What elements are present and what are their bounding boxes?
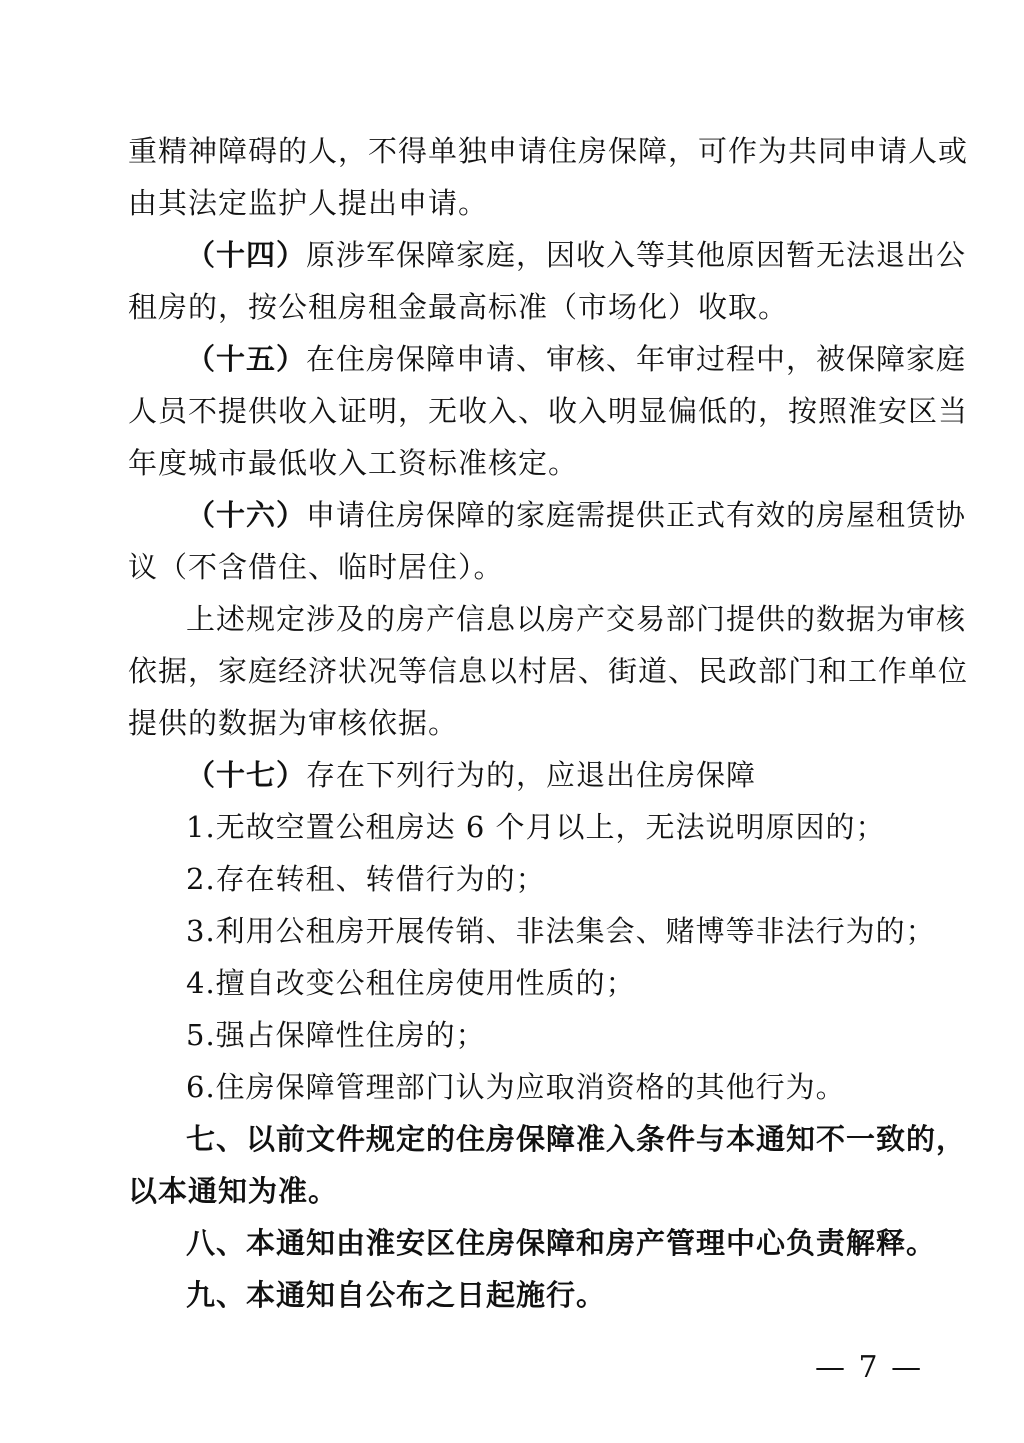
section-8: 八、本通知由淮安区住房保障和房产管理中心负责解释。 bbox=[186, 1226, 937, 1260]
item-14-text: 原涉军保障家庭，因收入等其他原因暂无法退出公 bbox=[306, 238, 967, 272]
basis-line-2: 依据，家庭经济状况等信息以村居、街道、民政部门和工作单位 bbox=[128, 654, 969, 688]
item-14-line-1 bbox=[186, 235, 967, 275]
item-15-tag: （十五） bbox=[186, 342, 307, 376]
section-7-line-1: 七、以前文件规定的住房保障准入条件与本通知不一致的， bbox=[186, 1122, 967, 1156]
item-16-tag: （十六） bbox=[186, 498, 307, 532]
item-17-subitem-2: 2.存在转租、转借行为的； bbox=[186, 862, 546, 896]
item-14-tag: （十四） bbox=[186, 238, 307, 272]
item-17-subitem-1: 1.无故空置公租房达 6 个月以上，无法说明原因的； bbox=[186, 810, 886, 844]
item-15-line-1 bbox=[186, 339, 967, 379]
basis-line-3: 提供的数据为审核依据。 bbox=[128, 706, 459, 740]
item-17-subitem-5: 5.强占保障性住房的； bbox=[186, 1018, 486, 1052]
item-17-text: 存在下列行为的，应退出住房保障 bbox=[306, 758, 757, 792]
item-15-text: 在住房保障申请、审核、年审过程中，被保障家庭 bbox=[306, 342, 967, 376]
item-17-tag: （十七） bbox=[186, 758, 307, 792]
item-16-text: 申请住房保障的家庭需提供正式有效的房屋租赁协 bbox=[306, 498, 967, 532]
item-16-line-1 bbox=[186, 495, 967, 535]
section-7-line-2: 以本通知为准。 bbox=[128, 1174, 339, 1208]
section-9: 九、本通知自公布之日起施行。 bbox=[186, 1278, 607, 1312]
item-15-line-3: 年度城市最低收入工资标准核定。 bbox=[128, 446, 579, 480]
basis-line-1: 上述规定涉及的房产信息以房产交易部门提供的数据为审核 bbox=[186, 602, 967, 636]
paragraph-13-continued-line-1: 重精神障碍的人，不得单独申请住房保障，可作为共同申请人或 bbox=[128, 134, 969, 168]
item-14-line-2: 租房的，按公租房租金最高标准（市场化）收取。 bbox=[128, 290, 789, 324]
item-17-line-1 bbox=[186, 755, 900, 795]
item-17-subitem-4: 4.擅自改变公租住房使用性质的； bbox=[186, 966, 636, 1000]
paragraph-13-continued-line-2: 由其法定监护人提出申请。 bbox=[128, 186, 489, 220]
item-17-subitem-3: 3.利用公租房开展传销、非法集会、赌博等非法行为的； bbox=[186, 914, 936, 948]
page-number: — 7 — bbox=[815, 1350, 924, 1385]
item-16-line-2: 议（不含借住、临时居住）。 bbox=[128, 550, 504, 584]
item-15-line-2: 人员不提供收入证明，无收入、收入明显偏低的，按照淮安区当 bbox=[128, 394, 969, 428]
item-17-subitem-6: 6.住房保障管理部门认为应取消资格的其他行为。 bbox=[186, 1070, 846, 1104]
